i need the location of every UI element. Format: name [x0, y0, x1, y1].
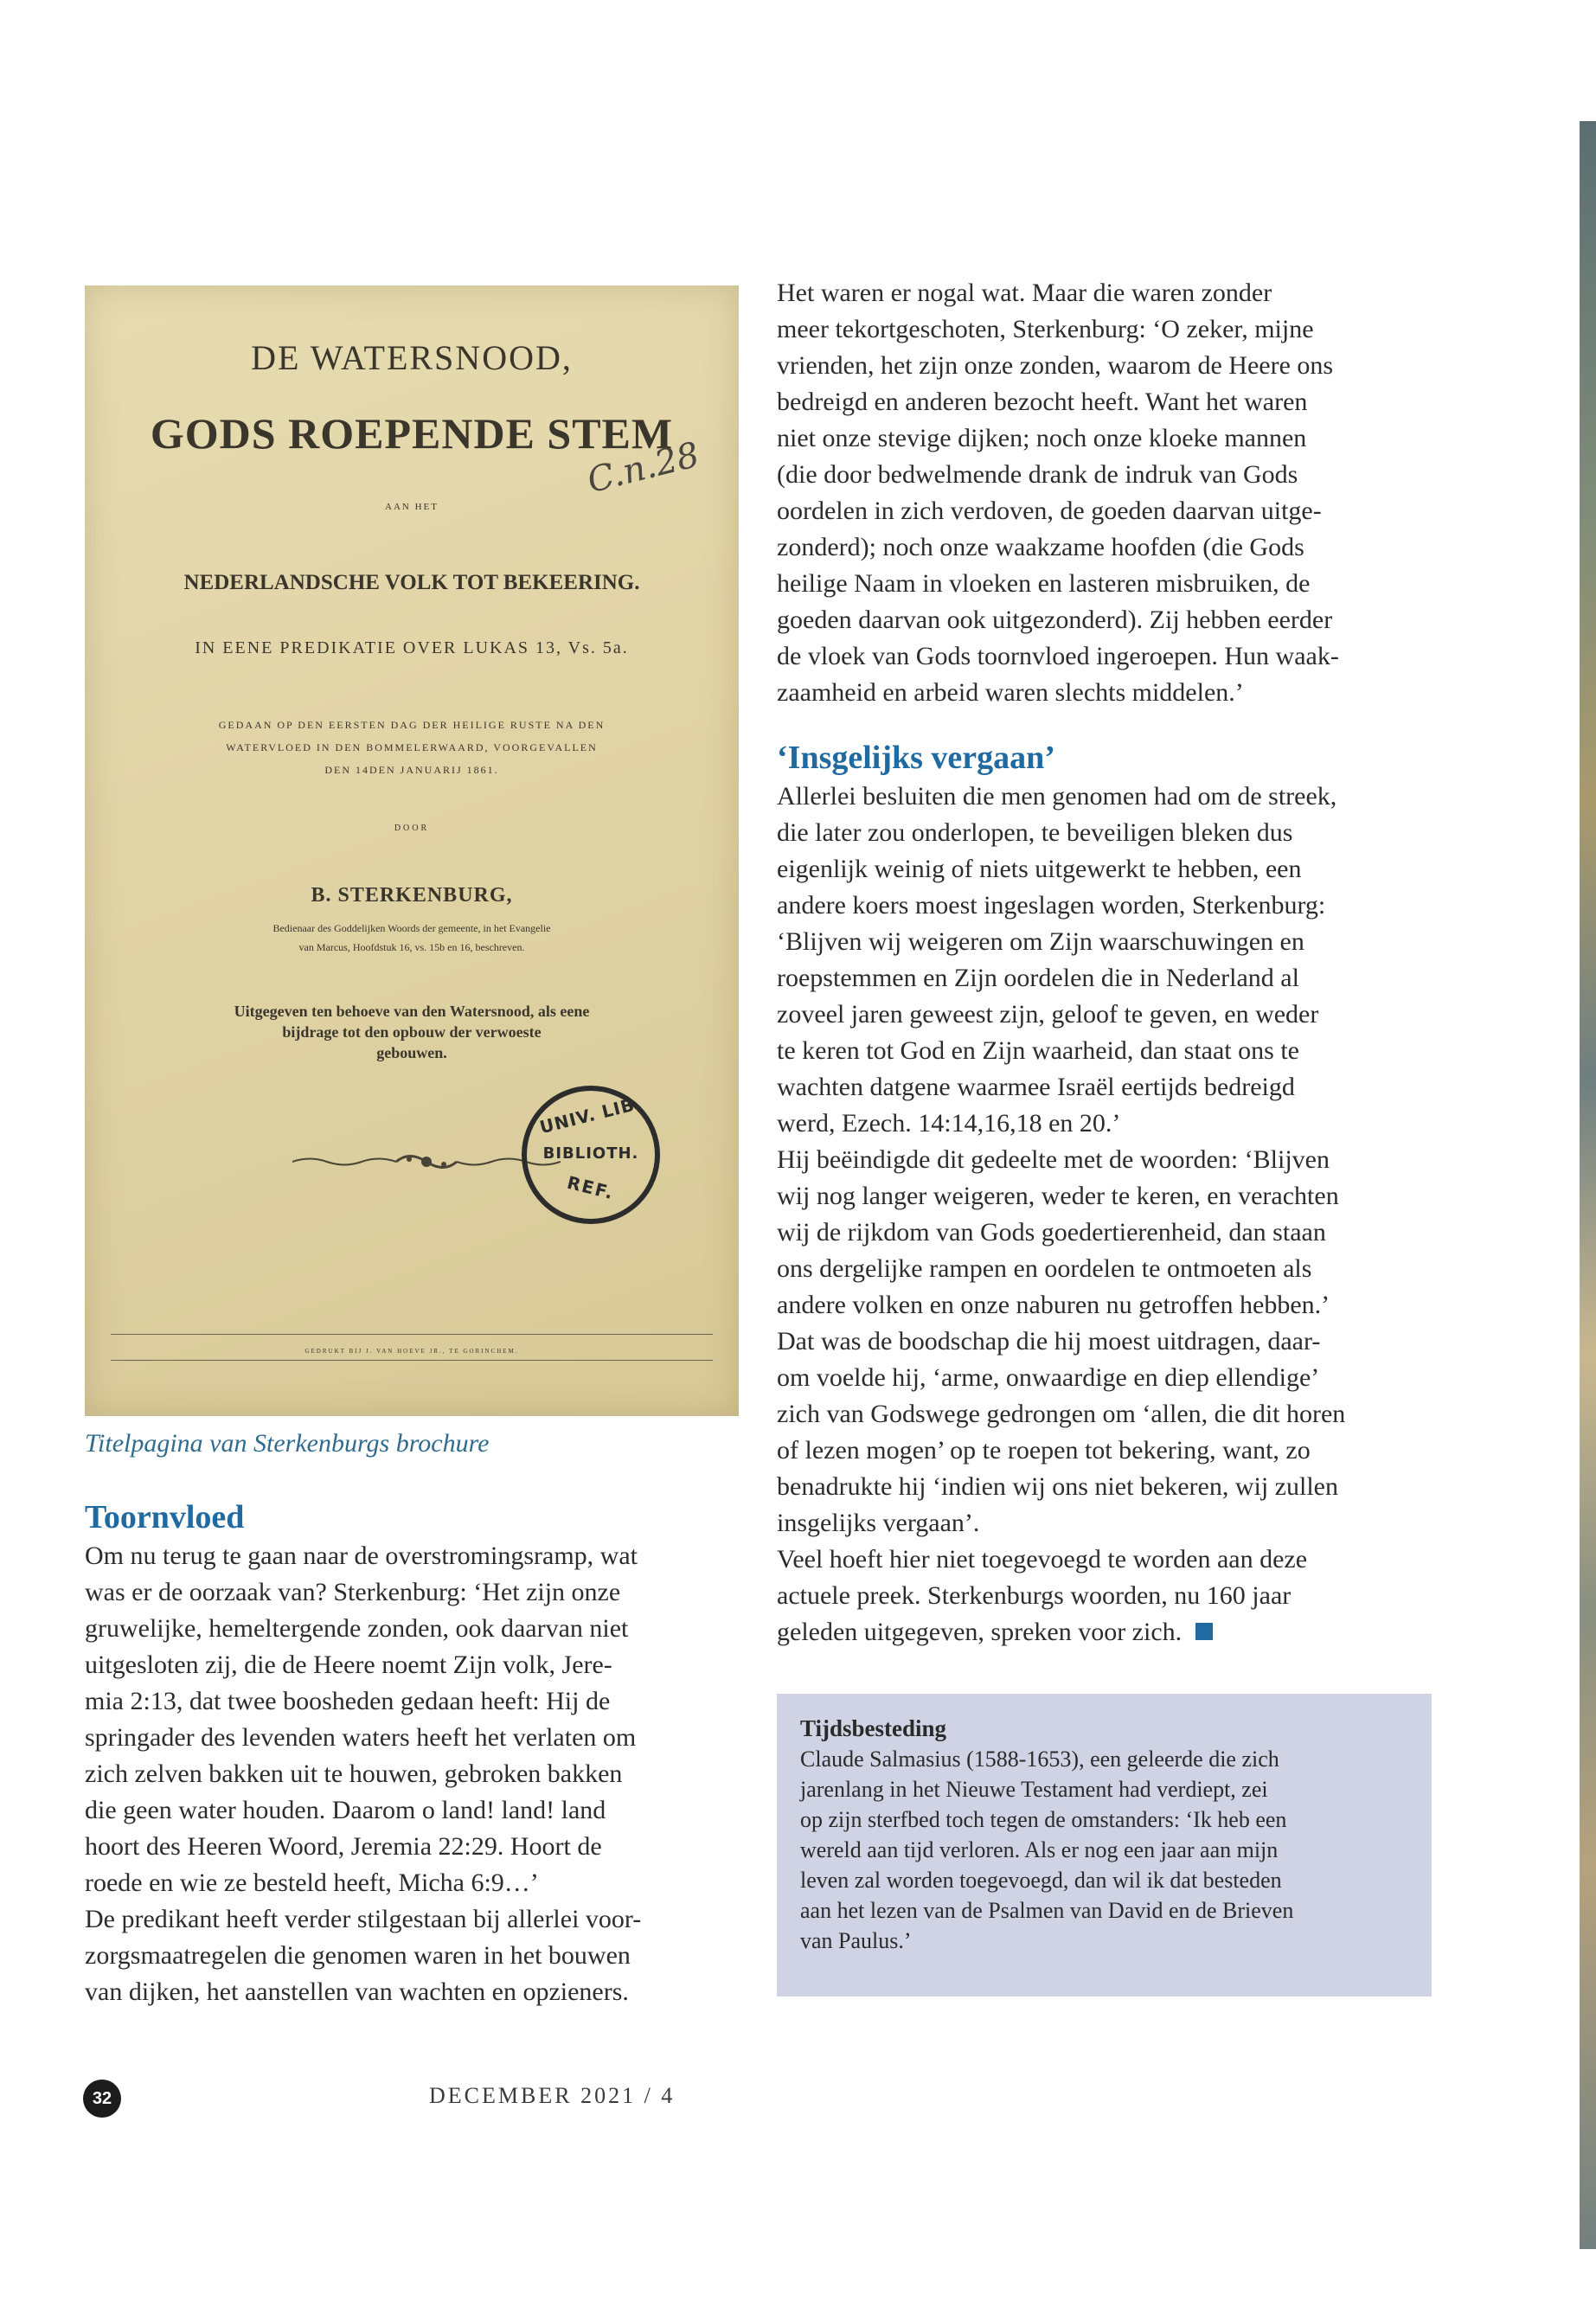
title-aan: AAN HET — [385, 502, 439, 512]
final-line: geleden uitgegeven, spreken voor zich. — [777, 1614, 1434, 1650]
title-publish-note: Uitgegeven ten behoeve van den Watersnood, als eene bijdrage tot den opbouw der verwoeste gebouwen. — [234, 1003, 590, 1061]
issue-label: DECEMBER 2021 / 4 — [429, 2083, 676, 2108]
heading-toornvloed: Toornvloed — [85, 1499, 245, 1535]
title-printer: GEDRUKT BIJ J. VAN HOEVE JR., TE GORINCHEM. — [304, 1348, 519, 1355]
title-small-text: GEDAAN OP DEN EERSTEN DAG DER HEILIGE RUSTE NA DEN WATERVLOED IN DEN BOMMELERWAARD, VOORGEVALLEN DEN 14DEN JANUARIJ 1861. — [218, 719, 606, 776]
title-door: DOOR — [394, 824, 430, 833]
body-text-insgelijks: Allerlei besluiten die men genomen had om de streek, die later zou onderlopen, te beveiligen bleken dus eigenlijk weinig of niets uitgewerkt te hebben, een andere koers moest ingeslagen worden, Sterkenburg: ‘Blijven wij weigeren om Zijn waarschuwingen en roepstemmen en Zijn oordelen die in Nederland al zoveel jaren geweest zijn, geloof te geven, en weder te keren tot God en Zijn waarheid, dan staat ons te wachten datgene waarmee Israël eertijds bedreigd werd, Ezech. 14:14,16,18 en 20.’ Hij beëindigde dit gedeelte met de woorden: ‘Blijven wij nog langer weigeren, weder te keren, en verachten wij de rijkdom van Gods goedertierenheid, dan staan ons dergelijke rampen en oordelen te ontmoeten als andere volken en onze naburen nu getroffen hebben.’ Dat was de boodschap die hij moest uitdragen, daar- om voelde hij, ‘arme, onwaardige en diep ellendige’ zich van Godswege gedrongen om ‘allen, die dit horen of lezen mogen’ op te roepen tot bekering, want, zo benadrukte hij ‘indien wij ons niet bekeren, wij zullen insgelijks vergaan’. Veel hoeft hier niet toegevoegd te worden aan deze actuele preek. Sterkenburgs woorden, nu 160 jaar geleden uitgegeven, spreken voor zich. — [777, 779, 1434, 1650]
title-author-desc: Bedienaar des Goddelijken Woords der gemeente, in het Evangelie van Marcus, Hoofdstuk 16, vs. 15b en 16, beschreven. — [272, 922, 551, 953]
handwritten-mark: C.n.28 — [583, 434, 703, 502]
figure-caption: Titelpagina van Sterkenburgs brochure — [85, 1429, 490, 1458]
end-of-article-square-icon — [1195, 1623, 1213, 1640]
title-page-image — [85, 285, 739, 1416]
ornament-divider — [292, 1149, 561, 1175]
title-line-3: NEDERLANDSCHE VOLK TOT BEKEERING. — [183, 571, 640, 594]
printer-rule-top — [111, 1334, 713, 1335]
sidebar-tijdsbesteding — [777, 1694, 1432, 1997]
title-line-4: IN EENE PREDIKATIE OVER LUKAS 13, Vs. 5a. — [195, 638, 629, 657]
printer-rule-bottom — [111, 1360, 713, 1361]
library-stamp: UNIV. LIB. BIBLIOTH. REF. — [522, 1086, 660, 1224]
title-line-1: DE WATERSNOOD, — [251, 338, 573, 377]
body-text-continued: Het waren er nogal wat. Maar die waren zonder meer tekortgeschoten, Sterkenburg: ‘O zeker, mijne vrienden, het zijn onze zonden, waarom de Heere ons bedreigd en anderen bezocht heeft. Want het waren niet onze stevige dijken; noch onze kloeke mannen (die door bedwelmende drank de indruk van Gods oordelen in zich verdoven, de goeden daarvan uitge- zonderd); noch onze waakzame hoofden (die Gods heilige Naam in vloeken en lasteren misbruiken, de goeden daarvan ook uitgezonderd). Zij hebben eerder de vloek van Gods toornvloed ingeroepen. Hun waak- zaamheid en arbeid waren slechts middelen.’ — [777, 279, 1339, 707]
heading-insgelijks-vergaan: ‘Insgelijks vergaan’ — [777, 740, 1055, 776]
title-author: B. STERKENBURG, — [311, 884, 513, 907]
next-page-edge — [1580, 121, 1596, 2249]
title-line-2: GODS ROEPENDE STEM — [150, 409, 674, 458]
body-text-toornvloed: Om nu terug te gaan naar de overstromingsramp, wat was er de oorzaak van? Sterkenburg: ‘Het zijn onze gruwelijke, hemeltergende zonden, ook daarvan niet uitgesloten zij, die de Heere noemt Zijn volk, Jere- mia 2:13, dat twee boosheden gedaan heeft: Hij de springader des levenden waters heeft het verlaten om zich zelven bakken uit te houwen, gebroken bakken die geen water houden. Daarom o land! land! land hoort des Heeren Woord, Jeremia 22:29. Hoort de roede en wie ze besteld heeft, Micha 6:9…’ De predikant heeft verder stilgestaan bij allerlei voor- zorgsmaatregelen die genomen waren in het bouwen van dijken, het aanstellen van wachten en opzieners. — [85, 1541, 642, 2006]
page-number: 32 — [83, 2080, 121, 2118]
sidebar-title: Tijdsbesteding — [800, 1715, 947, 1741]
sidebar-body: Claude Salmasius (1588-1653), een geleerde die zich jarenlang in het Nieuwe Testament had verdiept, zei op zijn sterfbed toch tegen de omstanders: ‘Ik heb een wereld aan tijd verloren. Als er nog een jaar aan mijn leven zal worden toegevoegd, dan wil ik dat besteden aan het lezen van de Psalmen van David en de Brieven van Paulus.’ — [800, 1747, 1294, 1953]
